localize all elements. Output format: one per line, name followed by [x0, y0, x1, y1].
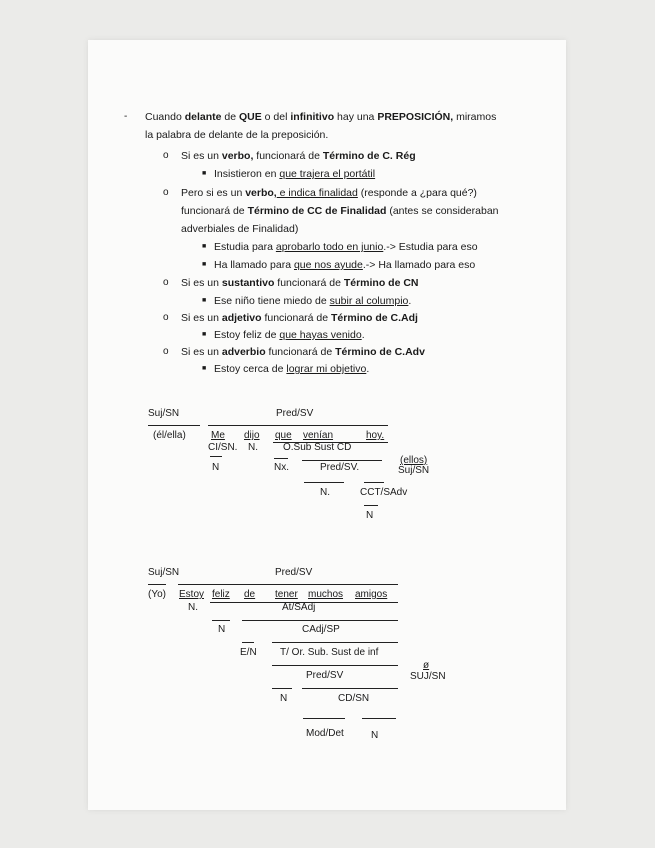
a1-n3: N. [320, 487, 330, 498]
rule-adjetivo: Si es un adjetivo funcionará de Término de C.Adj [181, 312, 418, 324]
a2-word-estoy: Estoy [179, 589, 205, 600]
a2-word-feliz: feliz [212, 589, 230, 600]
a2-cd: CD/SN [338, 693, 370, 704]
bullet-dash: - [124, 111, 128, 122]
a1-nx-line2 [274, 458, 288, 459]
a2-word-amigos: amigos [355, 589, 388, 600]
bullet-square: ■ [202, 297, 207, 304]
rule-finalidad-line1: Pero si es un verbo, e indica finalidad (responde a ¿para qué?) [181, 187, 477, 199]
rule-intro-line1: Cuando delante de QUE o del infinitivo hay una PREPOSICIÓN, miramos [145, 111, 497, 123]
a1-word-me: Me [211, 430, 225, 441]
a1-ellos: (ellos) [400, 455, 428, 466]
a2-word-yo: (Yo) [148, 589, 166, 600]
bullet-circle: o [163, 150, 169, 161]
a2-n1: N. [188, 602, 198, 613]
rule-intro-line2: la palabra de delante de la preposición. [145, 129, 329, 141]
a1-pred-line [208, 425, 388, 426]
a2-en: E/N [240, 647, 257, 658]
a2-en-line [242, 642, 254, 643]
a1-cct-line [364, 482, 384, 483]
bullet-square: ■ [202, 261, 207, 268]
a1-suj-label: Suj/SN [148, 408, 180, 419]
a2-suj2: SUJ/SN [410, 671, 446, 682]
a1-word-el: (él/ella) [153, 430, 186, 441]
a2-n4-line [362, 718, 396, 719]
bullet-circle: o [163, 277, 169, 288]
a2-pred-label: Pred/SV [275, 567, 313, 578]
a1-osub: O.Sub Sust CD [283, 442, 352, 453]
a1-pred2: Pred/SV. [320, 462, 360, 473]
a1-cct: CCT/SAdv [360, 487, 408, 498]
bullet-circle: o [163, 312, 169, 323]
bullet-square: ■ [202, 365, 207, 372]
a1-word-dijo: dijo [244, 430, 260, 441]
a2-n2-line [212, 620, 230, 621]
a1-n4-line [364, 505, 378, 506]
a1-n4: N [366, 510, 374, 521]
a2-pred-line [178, 584, 398, 585]
a2-at: At/SAdj [282, 602, 316, 613]
bullet-circle: o [163, 187, 169, 198]
a1-nx-line [210, 456, 222, 457]
bullet-circle: o [163, 346, 169, 357]
a2-n3: N [280, 693, 288, 704]
a2-n2: N [218, 624, 226, 635]
a1-n3-line [304, 482, 344, 483]
a2-mod: Mod/Det [306, 728, 344, 739]
example-1: Insistieron en que trajera el portátil [214, 168, 376, 180]
a1-pred-label: Pred/SV [276, 408, 314, 419]
a2-word-muchos: muchos [308, 589, 344, 600]
a1-nx: Nx. [274, 462, 289, 473]
a2-pred2-line [272, 665, 398, 666]
example-6: Estoy cerca de lograr mi objetivo. [214, 363, 370, 375]
example-2: Estudia para aprobarlo todo en junio.-> Estudia para eso [214, 241, 478, 253]
rule-sustantivo: Si es un sustantivo funcionará de Término de CN [181, 277, 419, 289]
a2-cadj-line [242, 620, 398, 621]
a1-n1: N. [248, 442, 258, 453]
bullet-square: ■ [202, 170, 207, 177]
example-4: Ese niño tiene miedo de subir al columpio. [214, 295, 412, 307]
a1-suj-line [148, 425, 200, 426]
example-5: Estoy feliz de que hayas venido. [214, 329, 365, 341]
a1-word-venian: venían [303, 430, 334, 441]
a1-word-que: que [275, 430, 292, 441]
rule-finalidad-line2: funcionará de Término de CC de Finalidad (antes se consideraban [181, 205, 499, 217]
a2-mod-line [303, 718, 345, 719]
bullet-square: ■ [202, 331, 207, 338]
example-3: Ha llamado para que nos ayude.-> Ha llamado para eso [214, 259, 476, 271]
a2-n3-line [272, 688, 292, 689]
rule-finalidad-line3: adverbiales de Finalidad) [181, 223, 299, 235]
bullet-square: ■ [202, 243, 207, 250]
a2-cd-line [302, 688, 398, 689]
a2-suj-label: Suj/SN [148, 567, 180, 578]
a2-n4: N [371, 730, 379, 741]
a2-pred2: Pred/SV [306, 670, 344, 681]
a1-ci: CI/SN. [208, 442, 238, 453]
a2-term-line [272, 642, 398, 643]
a1-suj2: Suj/SN [398, 465, 430, 476]
a2-cadj: CAdj/SP [302, 624, 340, 635]
rule-verb: Si es un verbo, funcionará de Término de C. Rég [181, 150, 416, 162]
a1-n2: N [212, 462, 220, 473]
rule-adverbio: Si es un adverbio funcionará de Término de C.Adv [181, 346, 425, 358]
a2-word-tener: tener [275, 589, 298, 600]
a2-word-de: de [244, 589, 256, 600]
a2-zero: ø [423, 660, 430, 671]
a2-term: T/ Or. Sub. Sust de inf [280, 647, 379, 658]
a1-word-hoy: hoy. [366, 430, 385, 441]
a2-suj-line [148, 584, 166, 585]
a1-pred2-line [302, 460, 382, 461]
